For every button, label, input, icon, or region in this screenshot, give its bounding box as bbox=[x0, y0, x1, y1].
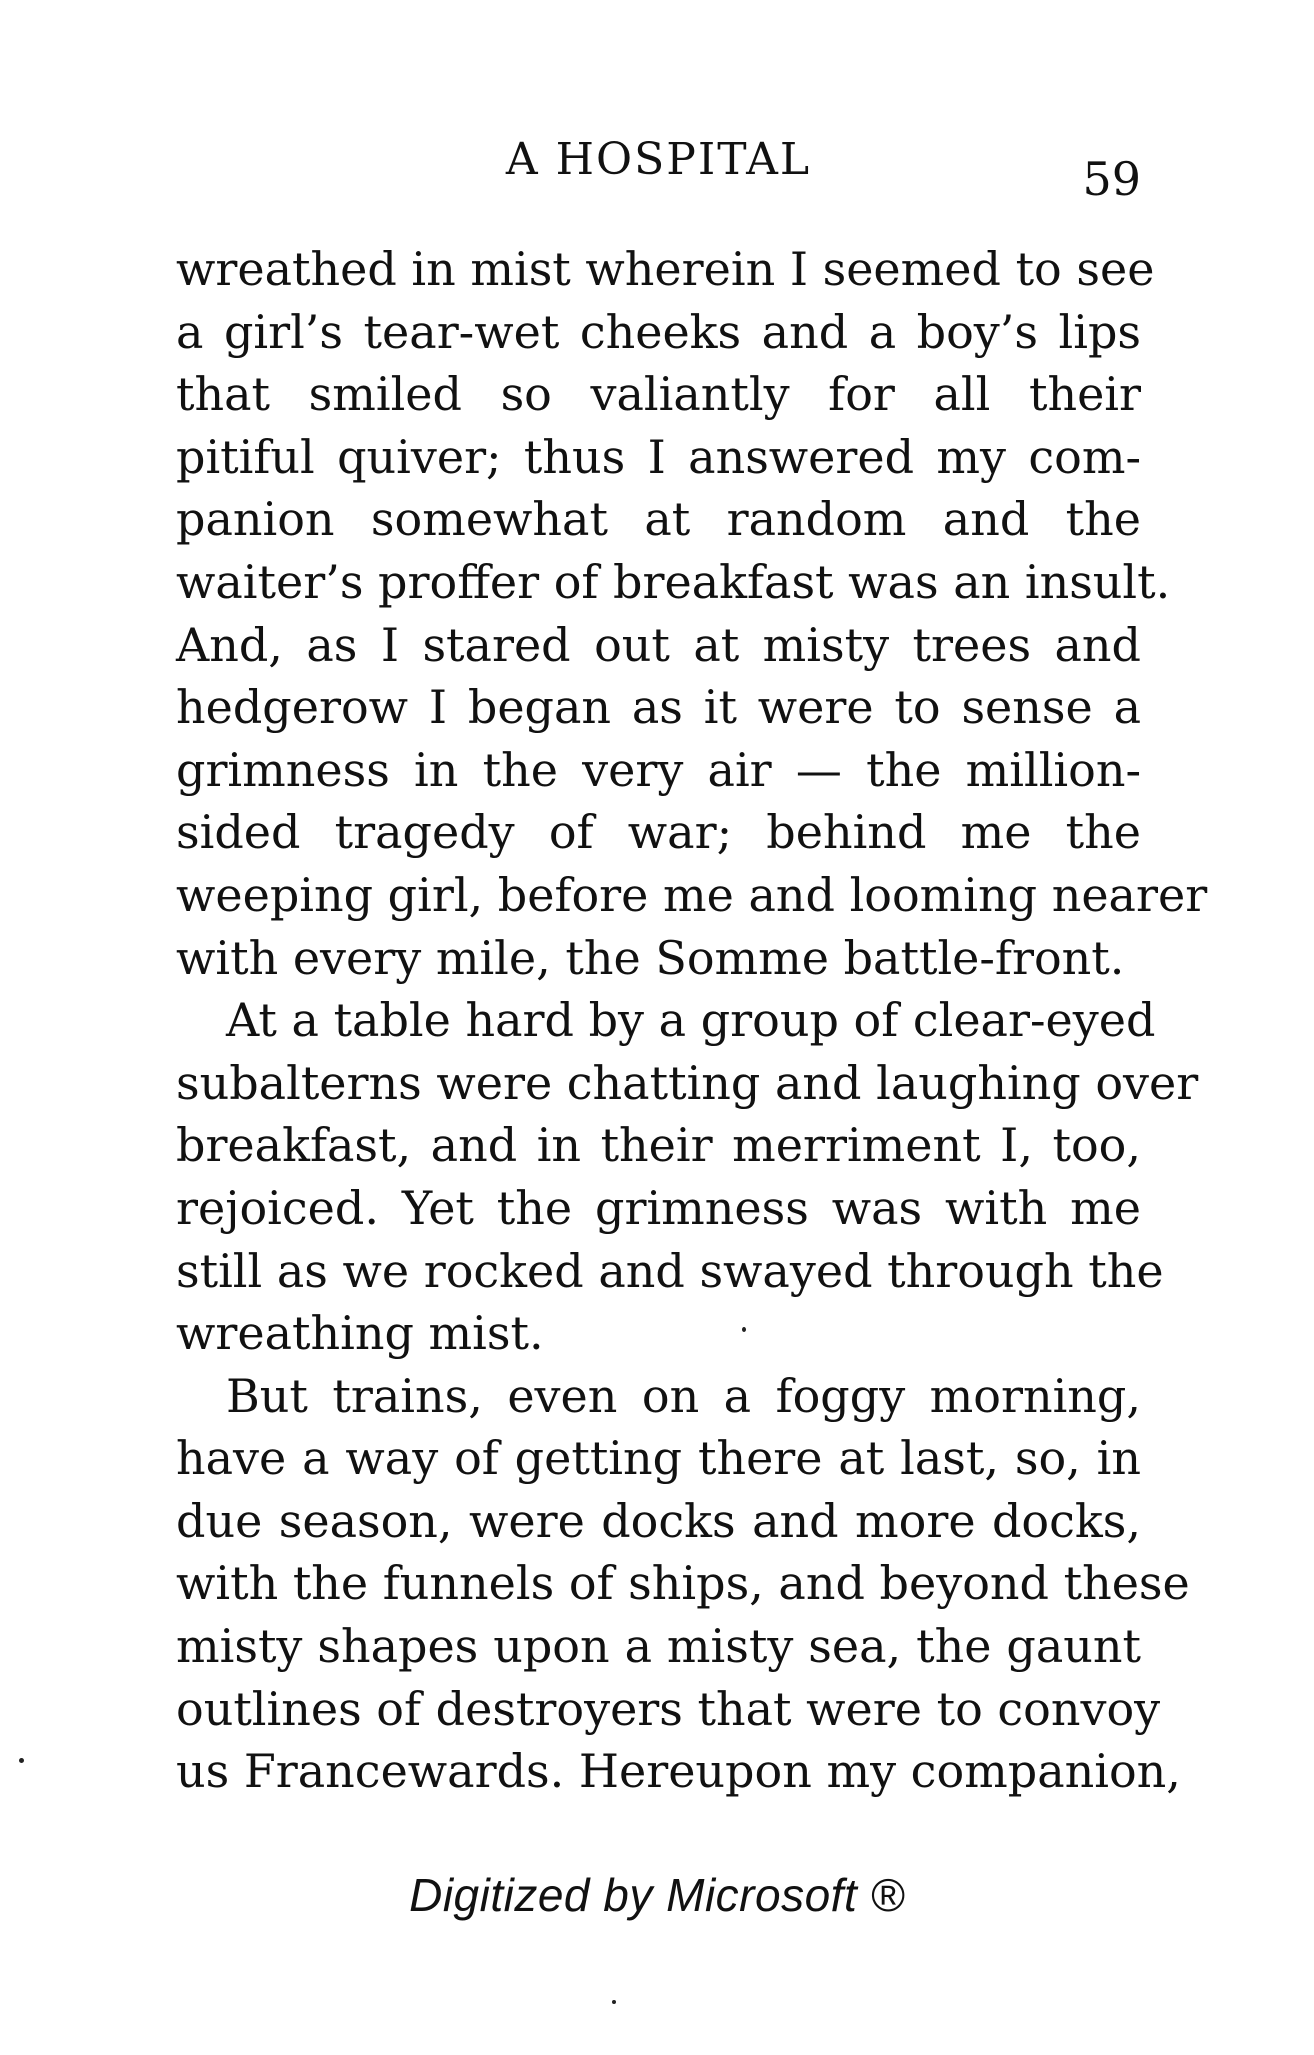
digitization-watermark: Digitized by Microsoft ® bbox=[409, 1869, 905, 1921]
text-line: wreathed in mist wherein I seemed to see bbox=[176, 242, 1155, 296]
text-line: And, as I stared out at misty trees and bbox=[176, 617, 1141, 672]
paragraph-3 bbox=[176, 1365, 1190, 1803]
paragraph-1 bbox=[176, 238, 1208, 989]
scan-speck bbox=[612, 2000, 616, 2004]
text-line: due season, were docks and more docks, bbox=[176, 1493, 1141, 1548]
text-line: breakfast, and in their merriment I, too, bbox=[176, 1118, 1141, 1173]
page-number: 59 bbox=[1082, 152, 1141, 206]
text-line: pitiful quiver; thus I answered my com- bbox=[176, 429, 1141, 484]
paragraph-2 bbox=[176, 989, 1199, 1365]
text-line: sided tragedy of war; behind me the bbox=[176, 805, 1141, 860]
text-line: weeping girl, before me and looming nearer bbox=[176, 867, 1208, 922]
text-line: But trains, even on a foggy morning, bbox=[226, 1368, 1141, 1423]
text-line: us Francewards. Hereupon my companion, bbox=[176, 1744, 1181, 1799]
text-line: waiter’s proffer of breakfast was an insult. bbox=[176, 554, 1171, 609]
text-line: wreathing mist. bbox=[176, 1306, 544, 1361]
text-line: outlines of destroyers that were to convoy bbox=[176, 1681, 1161, 1736]
text-line: have a way of getting there at last, so, in bbox=[176, 1431, 1141, 1486]
text-line: that smiled so valiantly for all their bbox=[176, 367, 1141, 422]
scan-speck bbox=[742, 1327, 746, 1332]
text-line: rejoiced. Yet the grimness was with me bbox=[176, 1180, 1141, 1235]
page-header bbox=[176, 130, 1141, 206]
text-line: grimness in the very air — the million- bbox=[176, 742, 1141, 797]
scan-speck bbox=[19, 1758, 24, 1763]
running-head: A HOSPITAL bbox=[505, 134, 812, 185]
text-line: a girl’s tear-wet cheeks and a boy’s lips bbox=[176, 304, 1141, 359]
body-text bbox=[176, 238, 1208, 1803]
text-line: subalterns were chatting and laughing over bbox=[176, 1055, 1199, 1110]
text-line: misty shapes upon a misty sea, the gaunt bbox=[176, 1619, 1141, 1674]
text-line: At a table hard by a group of clear-eyed bbox=[226, 993, 1156, 1048]
text-line: still as we rocked and swayed through the bbox=[176, 1243, 1164, 1298]
text-line: panion somewhat at random and the bbox=[176, 492, 1141, 547]
text-line: with every mile, the Somme battle-front. bbox=[176, 930, 1125, 985]
text-line: with the funnels of ships, and beyond these bbox=[176, 1556, 1190, 1611]
text-line: hedgerow I began as it were to sense a bbox=[176, 680, 1141, 735]
